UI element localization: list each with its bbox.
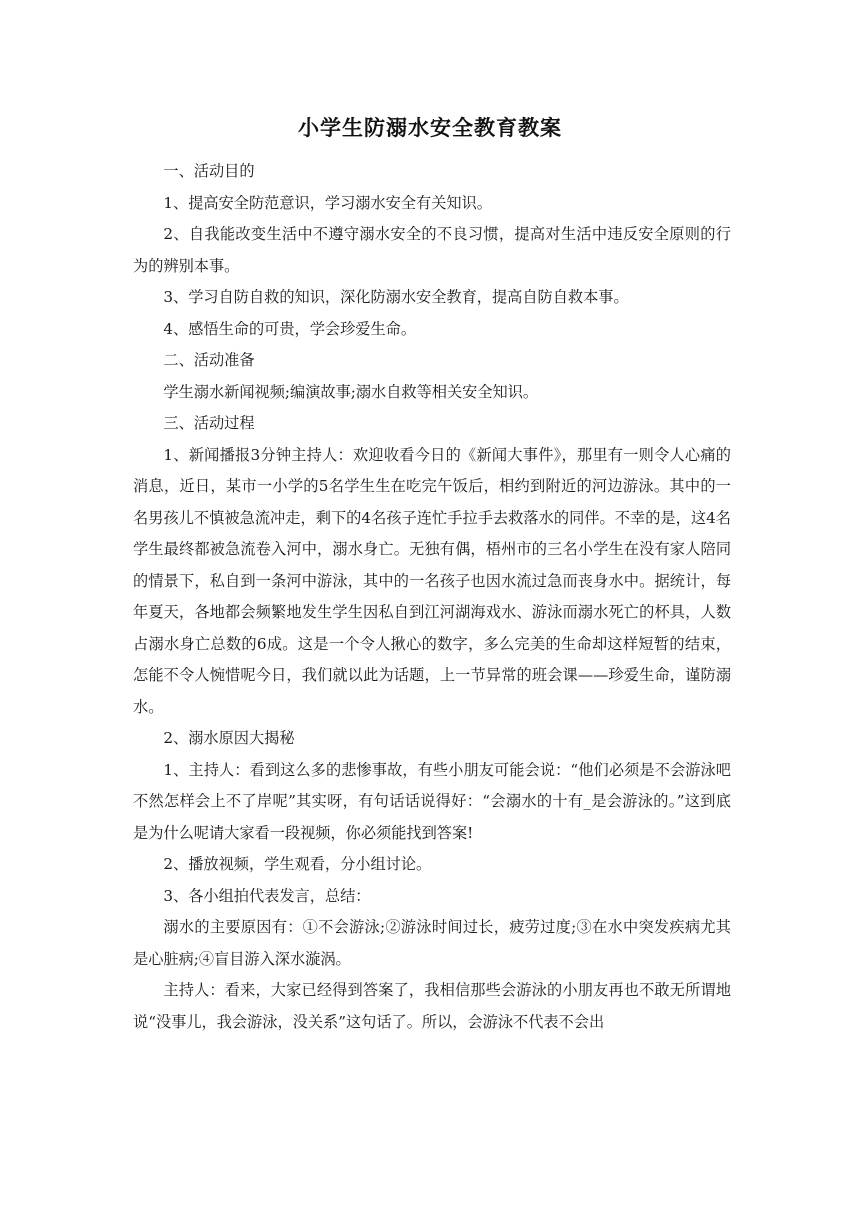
section-heading-preparation: 二、活动准备 (163, 351, 255, 369)
process-step-2-heading: 2、溺水原因大揭秘 (163, 729, 295, 747)
process-news-paragraph: 1、新闻播报3分钟主持人：欢迎收看今日的《新闻大事件》，那里有一则令人心痛的消息，近日，某市一小学的5名学生生在吃完午饭后，相约到附近的河边游泳。其中的一名男孩儿不慎被急流冲走，剩下的4名孩子连忙手拉手去救落水的同伴。不幸的是，这4名学生最终都被急流卷入河中，溺水身亡。无独有偶，梧州市的三名小学生在没有家人陪同的情景下，私自到一条河中游泳，其中的一名孩子也因水流过急而丧身水中。据统计，每年夏天，各地都会频繁地发生学生因私自到江河湖海戏水、游泳而溺水死亡的杯具，人数占溺水身亡总数的6成。这是一个令人揪心的数字，多么完美的生命却这样短暂的结束，怎能不令人惋惜呢今日，我们就以此为话题，上一节异常的班会课——珍爱生命，谨防溺水。 (133, 445, 731, 716)
section-heading-process: 三、活动过程 (163, 414, 255, 432)
section-heading-purpose: 一、活动目的 (163, 162, 255, 180)
document-body (133, 156, 731, 1038)
host-conclusion-paragraph: 主持人：看来，大家已经得到答案了，我相信那些会游泳的小朋友再也不敢无所谓地说“没事儿，我会游泳，没关系”这句话了。所以，会游泳不代表不会出 (133, 981, 731, 1031)
purpose-item-1: 1、提高安全防范意识，学习溺水安全有关知识。 (163, 193, 492, 212)
video-step-paragraph: 2、播放视频，学生观看，分小组讨论。 (163, 855, 432, 873)
host-question-paragraph: 1、主持人：看到这么多的悲惨事故，有些小朋友可能会说：“他们必须是不会游泳吧不然怎样会上不了岸呢”其实呀，有句话话说得好：“会溺水的十有_是会游泳的。”这到底是为什么呢请大家看一段视频，你必须能找到答案! (133, 760, 731, 842)
purpose-item-3: 3、学习自防自救的知识，深化防溺水安全教育，提高自防自救本事。 (163, 288, 629, 306)
preparation-text: 学生溺水新闻视频;编演故事;溺水自救等相关安全知识。 (163, 382, 539, 401)
document-title: 小学生防溺水安全教育教案 (298, 115, 562, 140)
purpose-item-2: 2、自我能改变生活中不遵守溺水安全的不良习惯，提高对生活中违反安全原则的行为的辨别本事。 (133, 225, 731, 275)
group-summary-paragraph: 3、各小组拍代表发言，总结： (163, 886, 371, 905)
drowning-causes-paragraph: 溺水的主要原因有：①不会游泳;②游泳时间过长，疲劳过度;③在水中突发疾病尤其是心脏病;④盲目游入深水漩涡。 (133, 918, 731, 968)
purpose-item-4: 4、感悟生命的可贵，学会珍爱生命。 (163, 319, 417, 338)
